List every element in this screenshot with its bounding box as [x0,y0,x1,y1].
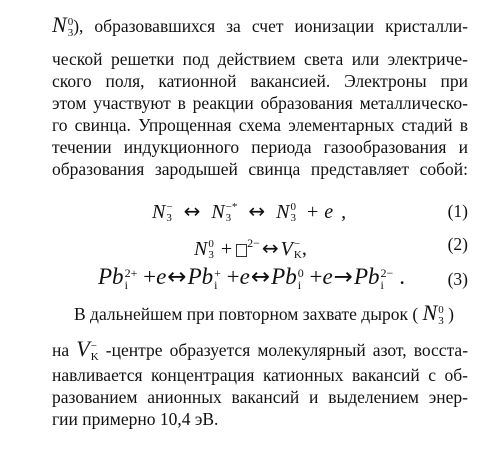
n3-indices: 0 3 [67,15,74,39]
para1-line7: образования зародышей свинца представляет собой: [52,159,468,179]
vacancy-box-icon [236,244,247,257]
equation-2: N 0 3 + $^{2-}$ ↔ V − K , [194,235,307,262]
para2-line5: гии примерно 10,4 эВ. [52,409,219,429]
para1-line2: ческой решетки под действием света или электриче- [52,49,468,69]
equation-1: N − 3 ↔ N −* 3 ↔ N 0 3 + e , [152,199,347,225]
para1-line3: ского поля, катионной вакансией. Электроны при [52,71,468,91]
n3-symbol: N [52,12,67,37]
para1-line6: течении индукционного периода газообразования и [52,137,468,157]
para1-line4: этом участвуют в реакции образования металлическо- [52,93,468,113]
para2-line1: В дальнейшем при повторном захвате дырок ( N 0 3 ) [74,300,454,327]
para1-line5: го свинца. Упрощенная схема элементарных стадий в [52,115,468,135]
equation-3: Pb 2+ i +e↔Pb + i +e↔Pb 0 i +e→Pb 2− i . [98,264,406,292]
para2-line4: разованием анионных вакансий и выделением энер- [52,387,468,407]
equation-2-number: (2) [447,234,468,254]
para1-line1: N 0 3 ), образовавшихся за счет ионизации кристалли- [52,12,468,39]
equation-1-number: (1) [447,201,468,221]
para2-line2: на V − K -центре образуется молекулярный азот, восста- [52,336,469,363]
para2-line3: навливается концентрация катионных вакансий с об- [52,365,468,385]
equation-3-number: (3) [447,269,468,289]
